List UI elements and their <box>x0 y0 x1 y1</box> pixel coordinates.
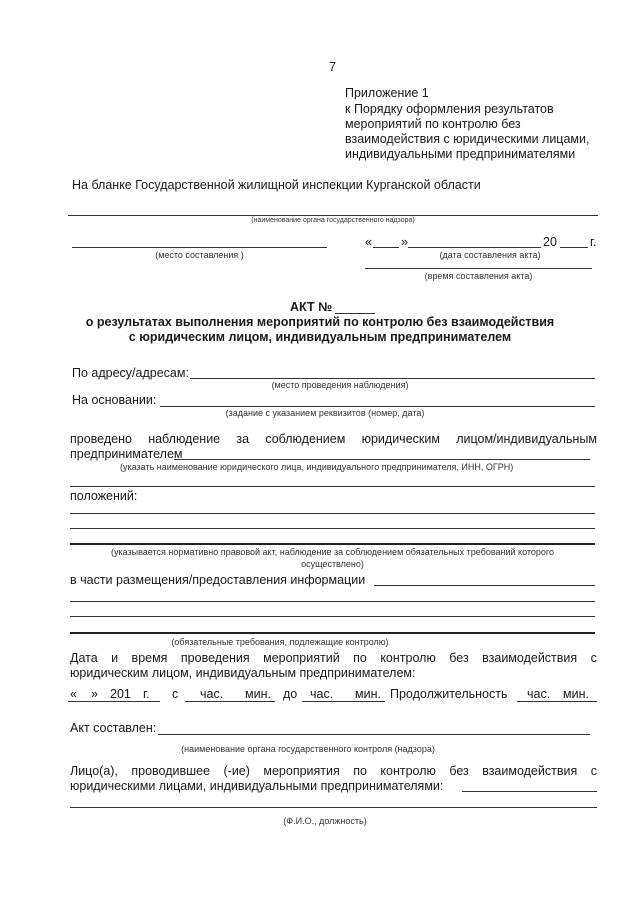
provisions-line-3[interactable] <box>70 543 595 545</box>
datetime-line-2: юридическим лицом, индивидуальным предпринимателем: <box>70 666 416 680</box>
info-part-label: в части размещения/предоставления информации <box>70 573 366 587</box>
appendix-line-1: к Порядку оформления результатов <box>345 102 554 116</box>
date-month-line[interactable] <box>408 247 541 248</box>
dt-q-open: « <box>70 687 77 701</box>
basis-line[interactable] <box>160 406 595 407</box>
dt-duration: Продолжительность <box>390 687 508 701</box>
dt-min-3: мин. <box>563 687 589 701</box>
appendix-title: Приложение 1 <box>345 86 429 100</box>
appendix-line-2: мероприятий по контролю без <box>345 117 521 131</box>
date-close-quote: » <box>401 235 408 249</box>
act-title-line-2: с юридическим лицом, индивидуальным предпринимателем <box>128 330 512 344</box>
appendix-line-4: индивидуальными предпринимателями <box>345 147 576 161</box>
date-year-prefix: 20 <box>543 235 557 249</box>
task-hint: (задание с указанием реквизитов (номер, дата) <box>225 408 425 418</box>
act-time-hint: (время составления акта) <box>424 271 533 281</box>
entity-line-2[interactable] <box>70 486 595 487</box>
place-line[interactable] <box>72 247 327 248</box>
persons-line-extra[interactable] <box>70 807 597 808</box>
organ-hint: (наименование органа государственного надзора) <box>251 217 415 224</box>
basis-label: На основании: <box>72 393 157 407</box>
provisions-line-2[interactable] <box>70 528 595 529</box>
page-number: 7 <box>329 60 336 74</box>
persons-text: Лицо(а), проводившее (-ие) мероприятия по контролю без взаимодействия с <box>70 764 597 778</box>
dt-s: с <box>172 687 179 701</box>
dt-hour-3: час. <box>527 687 551 701</box>
dt-min-1: мин. <box>245 687 271 701</box>
appendix-line-3: взаимодействия с юридическими лицами, <box>345 132 590 146</box>
entrepreneur-label: предпринимателем <box>70 447 183 461</box>
act-number-line[interactable] <box>335 313 375 314</box>
blank-note: На бланке Государственной жилищной инспекции Курганской области <box>72 178 481 192</box>
dt-duration-line[interactable] <box>517 701 597 702</box>
info-line-3[interactable] <box>70 632 595 634</box>
address-line[interactable] <box>190 378 595 379</box>
dt-time-from-line[interactable] <box>185 701 275 702</box>
dt-hour-1: час. <box>200 687 224 701</box>
dt-min-2: мин. <box>355 687 381 701</box>
info-line-2[interactable] <box>70 616 595 617</box>
entity-hint: (указать наименование юридического лица, индивидуального предпринимателя, ИНН, ОГРН) <box>120 462 514 472</box>
norm-hint-1: (указывается нормативно правовой акт, наблюдение за соблюдением обязательных требований которого <box>110 547 555 557</box>
control-organ-hint: (наименование органа государственного контроля (надзора) <box>181 744 435 754</box>
date-year-line[interactable] <box>560 247 588 248</box>
persons-line-2: юридическими лицами, индивидуальными предпринимателями: <box>70 779 444 793</box>
dt-year-g: г. <box>143 687 150 701</box>
requirements-hint: (обязательные требования, подлежащие контролю) <box>171 637 389 647</box>
drawn-up-label: Акт составлен: <box>70 721 157 735</box>
address-label: По адресу/адресам: <box>72 366 189 380</box>
act-date-hint: (дата составления акта) <box>439 250 541 260</box>
dt-year: 201 <box>110 687 131 701</box>
provisions-label: положений: <box>70 489 138 503</box>
norm-hint-2: осуществлено) <box>301 559 364 569</box>
date-open-quote: « <box>365 235 372 249</box>
act-number-label: АКТ № <box>290 300 333 314</box>
observation-text: проведено наблюдение за соблюдением юридическим лицом/индивидуальным <box>70 432 597 446</box>
act-time-line[interactable] <box>365 268 592 269</box>
entity-line[interactable] <box>174 459 590 460</box>
provisions-line-1[interactable] <box>70 513 595 514</box>
drawn-up-line[interactable] <box>158 734 590 735</box>
dt-q-close: » <box>91 687 98 701</box>
persons-line[interactable] <box>462 791 597 792</box>
info-line-1[interactable] <box>70 601 595 602</box>
place-hint: (место составления ) <box>155 250 244 260</box>
dt-hour-2: час. <box>310 687 334 701</box>
observation-place-hint: (место проведения наблюдения) <box>271 380 409 390</box>
datetime-text: Дата и время проведения мероприятий по контролю без взаимодействия с <box>70 651 597 665</box>
date-day-line[interactable] <box>373 247 399 248</box>
dt-time-to-line[interactable] <box>302 701 385 702</box>
fio-hint: (Ф.И.О., должность) <box>283 816 367 826</box>
date-year-suffix: г. <box>590 235 597 249</box>
dt-date-line[interactable] <box>68 701 160 702</box>
dt-do: до <box>283 687 298 701</box>
act-title-line-1: о результатах выполнения мероприятий по контролю без взаимодействия <box>85 315 555 329</box>
organ-line[interactable] <box>68 215 598 216</box>
info-part-line[interactable] <box>374 585 595 586</box>
